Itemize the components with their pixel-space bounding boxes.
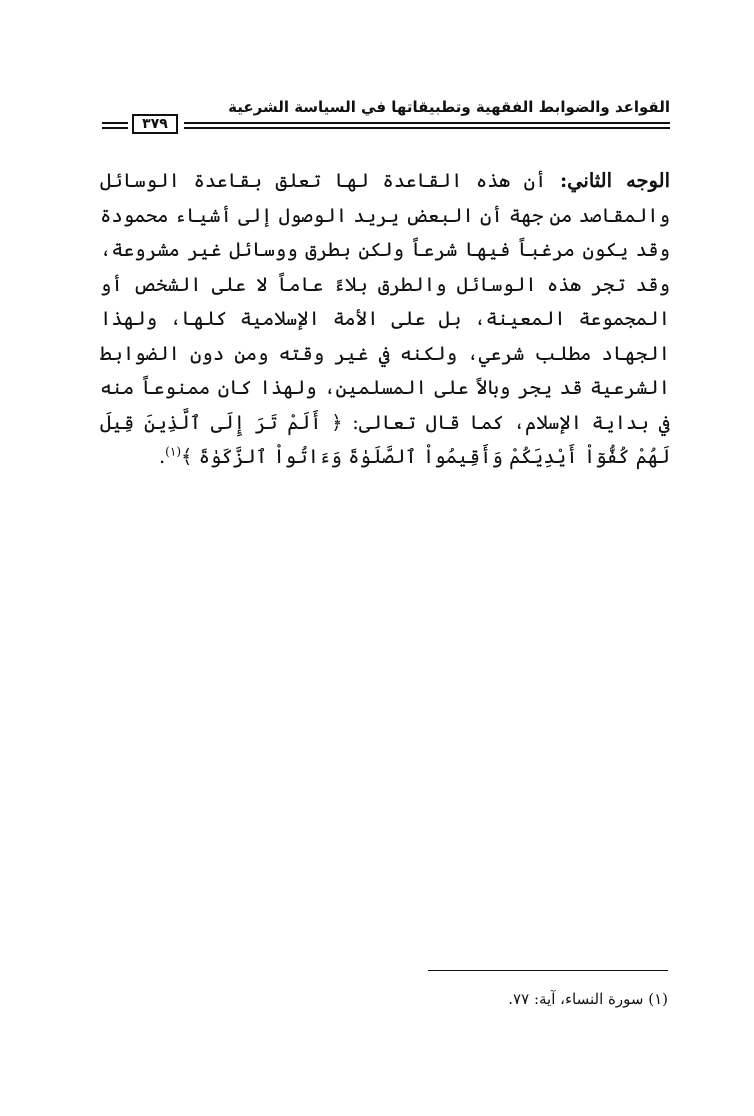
header-rule xyxy=(102,127,128,129)
running-title: القواعد والضوابط الفقهية وتطبيقاتها في السياسة الشرعية xyxy=(228,98,670,116)
footnote-divider xyxy=(428,970,668,971)
main-paragraph xyxy=(100,164,670,475)
paragraph-text: أن هذه القاعدة لها تعلق بقاعدة الوسائل والمقاصد من جهة أن البعض يريد الوصول إلى أشياء محمودة وقد يكون مرغباً فيها شرعاً ولكن بطرق ووسائل غير مشروعة، وقد تجر هذه الوسائل والطرق بلاءً عاماً لا على الشخص أو المجموعة المعينة، بل على الأمة الإسلامية كلها، ولهذا الجهاد مطلب شرعي، ولكنه في غير وقته ومن دون الضوابط الشرعية قد يجر وبالاً على المسلمين، ولهذا كان ممنوعاً منه في بداية الإسلام، كما قال تعالى: xyxy=(100,169,671,434)
header-rule xyxy=(184,122,670,124)
paragraph-end: . xyxy=(158,445,166,468)
header-rule xyxy=(184,127,670,129)
quran-verse: ﴿ أَلَمْ تَرَ إِلَى ٱلَّذِينَ قِيلَ لَهُمْ كُفُّوٓاْ أَيْدِيَكُمْ وَأَقِيمُواْ ٱلصَّلَوٰةَ وَءَاتُواْ ٱلزَّكَوٰةَ ﴾ xyxy=(100,410,670,468)
footnote: (١) سورة النساء، آية: ٧٧. xyxy=(508,990,668,1008)
paragraph-lead: الوجه الثاني: xyxy=(559,169,671,192)
header-rule xyxy=(102,122,128,124)
page-header xyxy=(102,96,670,140)
page-number: ٣٧٩ xyxy=(132,114,178,134)
footnote-reference[interactable]: (١) xyxy=(165,444,181,459)
